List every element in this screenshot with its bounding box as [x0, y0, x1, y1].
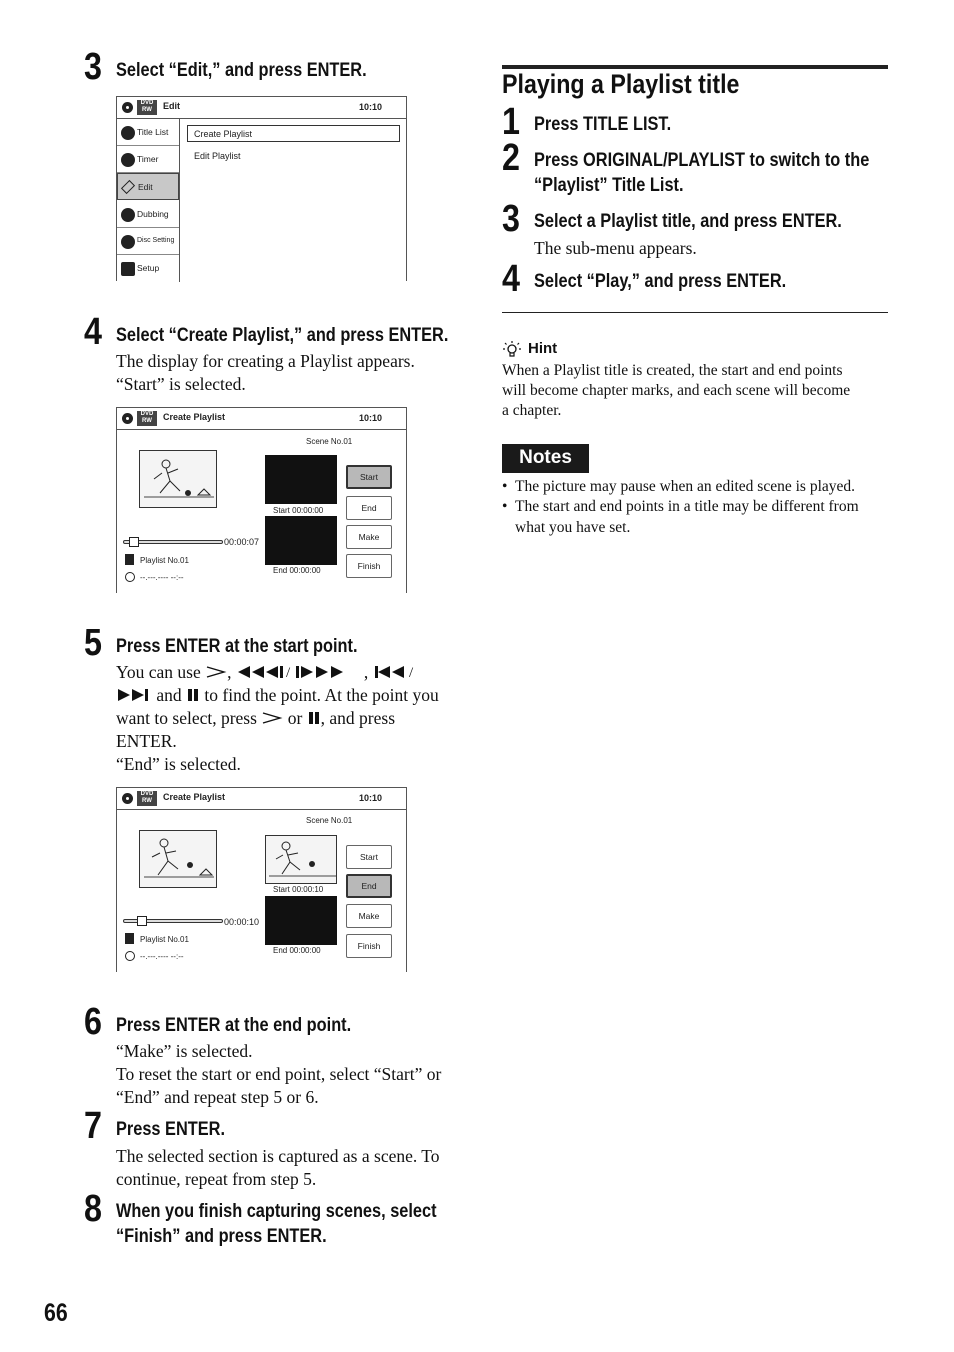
progress-time: 00:00:10: [224, 917, 260, 927]
screen-header: [117, 408, 406, 430]
step-4-number: 4: [84, 311, 102, 353]
clock-icon: [125, 951, 135, 961]
menu-item-dubbing[interactable]: [117, 201, 179, 228]
step-6-body-3: “End” and repeat step 5 or 6.: [116, 1087, 319, 1107]
step-5-text: and: [156, 685, 182, 705]
end-button[interactable]: End: [346, 496, 392, 520]
step-6-body-1: “Make” is selected.: [116, 1041, 253, 1061]
step-5-line-4: ENTER.: [116, 731, 177, 751]
timer-icon: [121, 153, 135, 167]
screen-title: Create Playlist: [163, 792, 226, 802]
end-frame-preview: [265, 516, 337, 565]
option-edit-playlist[interactable]: Edit Playlist: [194, 151, 241, 161]
rewind-slow-forward-icon: [236, 664, 364, 680]
pause-icon: [186, 687, 200, 703]
preview-thumbnail: [139, 830, 217, 888]
step-5-line-5: “End” is selected.: [116, 754, 241, 774]
date-time: --.---.---- --:--: [140, 952, 184, 961]
notes-bullet-1: •: [502, 478, 508, 495]
finish-button[interactable]: Finish: [346, 934, 392, 958]
step-5-number: 5: [84, 622, 102, 664]
setup-icon: [121, 262, 135, 276]
notes-item-2a: The start and end points in a title may be different from: [515, 498, 859, 515]
next-icon: [116, 687, 152, 703]
step-5-line-3: [116, 707, 395, 730]
step-5-text: You can use: [116, 662, 201, 682]
disc-setting-icon: [121, 235, 135, 249]
make-button[interactable]: Make: [346, 525, 392, 549]
dvd-rw-badge: DVD RW: [137, 791, 157, 806]
edit-icon: [121, 180, 135, 194]
right-step-3-body: The sub-menu appears.: [534, 238, 697, 258]
hint-line-3: a chapter.: [502, 402, 562, 419]
soccer-player-image: [140, 831, 217, 888]
step-7-heading: Press ENTER.: [116, 1119, 225, 1140]
title-icon: [125, 933, 134, 944]
notes-item-2b: what you have set.: [515, 519, 631, 536]
end-frame-preview: [265, 896, 337, 945]
right-step-4-heading: Select “Play,” and press ENTER.: [534, 271, 787, 292]
end-time: End 00:00:00: [273, 946, 321, 955]
start-frame-preview: [265, 835, 337, 884]
disc-icon: [122, 102, 133, 113]
hint-line-2: will become chapter marks, and each scene will become: [502, 382, 851, 399]
step-3-number: 3: [84, 46, 102, 88]
screen-header: [117, 788, 406, 810]
finish-button[interactable]: Finish: [346, 554, 392, 578]
playlist-number: Playlist No.01: [140, 556, 189, 565]
right-step-2-heading-1: Press ORIGINAL/PLAYLIST to switch to the: [534, 150, 870, 171]
right-step-4-number: 4: [502, 258, 520, 300]
menu-label: Timer: [137, 154, 159, 164]
screen-clock: 10:10: [358, 413, 382, 423]
create-playlist-screen-start: [116, 407, 407, 593]
step-7-body-2: continue, repeat from step 5.: [116, 1169, 317, 1189]
menu-item-edit[interactable]: [117, 173, 179, 200]
step-5-line-2: [116, 684, 439, 707]
start-button[interactable]: Start: [346, 845, 392, 869]
menu-divider: [179, 119, 180, 282]
make-button[interactable]: Make: [346, 904, 392, 928]
option-create-playlist-highlight[interactable]: [187, 125, 400, 142]
menu-item-timer[interactable]: [117, 146, 179, 173]
notes-badge: Notes: [502, 444, 589, 473]
step-5-heading: Press ENTER at the start point.: [116, 636, 358, 657]
step-5-text: to find the point. At the point you: [204, 685, 439, 705]
play-icon: [205, 665, 227, 679]
screen-clock: 10:10: [358, 793, 382, 803]
menu-item-setup[interactable]: [117, 255, 179, 282]
scene-number: Scene No.01: [306, 437, 353, 446]
step-4-body-1: The display for creating a Playlist appears.: [116, 351, 415, 371]
menu-label: Edit: [138, 182, 153, 192]
soccer-player-image: [266, 836, 337, 884]
hint-label: Hint: [528, 340, 558, 357]
playlist-number: Playlist No.01: [140, 935, 189, 944]
right-step-3-number: 3: [502, 198, 520, 240]
menu-label: Disc Setting: [137, 237, 175, 244]
menu-item-title-list[interactable]: [117, 119, 179, 146]
hint-separator: [502, 312, 888, 313]
step-6-body-2: To reset the start or end point, select “Start” or: [116, 1064, 442, 1084]
step-7-body-1: The selected section is captured as a scene. To: [116, 1146, 440, 1166]
step-6-number: 6: [84, 1001, 102, 1043]
svg-text:/: /: [408, 665, 413, 680]
step-5-line-1: You can use , / , /: [116, 661, 417, 684]
start-time: Start 00:00:10: [273, 885, 324, 894]
previous-icon: [373, 664, 417, 680]
step-8-heading-2: “Finish” and press ENTER.: [116, 1226, 327, 1247]
screen-clock: 10:10: [358, 102, 382, 112]
option-create-playlist: Create Playlist: [194, 129, 253, 139]
svg-text:/: /: [285, 665, 291, 680]
hint-line-1: When a Playlist title is created, the start and end points: [502, 362, 843, 379]
scene-number: Scene No.01: [306, 816, 353, 825]
disc-icon: [122, 793, 133, 804]
step-8-heading-1: When you finish capturing scenes, select: [116, 1201, 437, 1222]
start-button[interactable]: Start: [346, 465, 392, 489]
screen-title: Create Playlist: [163, 412, 226, 422]
lightbulb-icon: [502, 340, 522, 363]
page-number: 66: [44, 1299, 68, 1327]
menu-label: Title List: [137, 127, 169, 137]
step-4-heading: Select “Create Playlist,” and press ENTER.: [116, 325, 449, 346]
edit-menu-screen: [116, 96, 407, 281]
disc-icon: [122, 413, 133, 424]
dvd-rw-badge: DVD RW: [137, 100, 157, 115]
section-title: Playing a Playlist title: [502, 69, 740, 99]
menu-label: Setup: [137, 263, 160, 273]
screen-header: [117, 97, 406, 119]
play-icon: [261, 711, 283, 725]
clock-icon: [125, 572, 135, 582]
notes-bullet-2: •: [502, 498, 508, 515]
dubbing-icon: [121, 208, 135, 222]
progress-time: 00:00:07: [224, 537, 260, 547]
end-button[interactable]: End: [346, 874, 392, 898]
start-frame-preview: [265, 455, 337, 504]
menu-label: Dubbing: [137, 209, 169, 219]
step-5-text: or: [287, 708, 303, 728]
step-7-number: 7: [84, 1105, 102, 1147]
date-time: --.---.---- --:--: [140, 573, 184, 582]
right-step-3-heading: Select a Playlist title, and press ENTER.: [534, 211, 842, 232]
start-time: Start 00:00:00: [273, 506, 324, 515]
title-icon: [125, 554, 134, 565]
title-list-icon: [121, 126, 135, 140]
right-step-1-number: 1: [502, 101, 520, 143]
dvd-rw-badge: DVD RW: [137, 411, 157, 426]
screen-title: Edit: [163, 101, 180, 111]
soccer-player-image: [140, 451, 217, 508]
notes-item-1: The picture may pause when an edited scene is played.: [515, 478, 856, 495]
slider-knob[interactable]: [129, 537, 139, 547]
create-playlist-screen-end: [116, 787, 407, 972]
right-step-2-number: 2: [502, 137, 520, 179]
preview-thumbnail: [139, 450, 217, 508]
right-step-1-heading: Press TITLE LIST.: [534, 114, 672, 135]
step-4-body-2: “Start” is selected.: [116, 374, 246, 394]
end-time: End 00:00:00: [273, 566, 321, 575]
pause-icon: [307, 710, 321, 726]
step-3-heading: Select “Edit,” and press ENTER.: [116, 60, 367, 81]
step-6-heading: Press ENTER at the end point.: [116, 1015, 352, 1036]
step-5-text: want to select, press: [116, 708, 257, 728]
right-step-2-heading-2: “Playlist” Title List.: [534, 175, 684, 196]
step-8-number: 8: [84, 1188, 102, 1230]
menu-item-disc-setting[interactable]: [117, 228, 179, 255]
step-5-text: , and press: [320, 708, 395, 728]
slider-knob[interactable]: [137, 916, 147, 926]
